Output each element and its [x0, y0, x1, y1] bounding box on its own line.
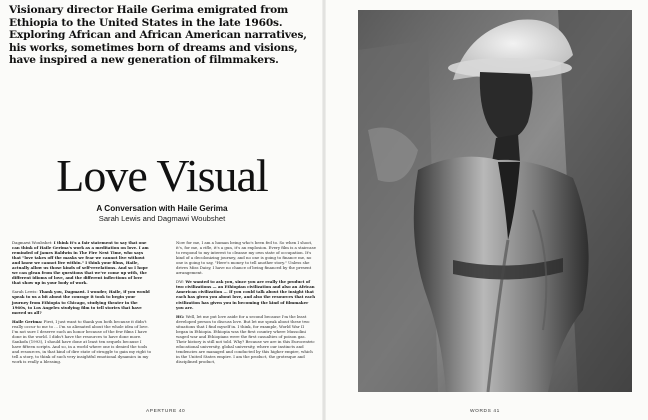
lede-paragraph: Visionary director Haile Gerima emigrated from Ethiopia to the United States in the late 1960s. Exploring African and African American narratives, his works, sometimes born of dreams and visions, have inspired a new generation of filmmakers.: [9, 4, 307, 66]
paragraph: [176, 314, 316, 364]
spine-gutter: [322, 0, 326, 420]
answer-text: First, I just want to thank you both because it didn't really occur to me to ... I'm so alienated about the whole idea of love. I'm not sure I deserve such an honor because of the few films I have done in the world. I didn't have the resources to have done more. Sankofa (1993), I should have done at least ten sequels because I have fifteen scripts. And so, in a world where one is denied the tools and resources, in that kind of dire state of struggle to gain my right to tell a story, to think of such very insightful emotional dynamics in my work is really a blessing.: [12, 318, 152, 365]
article-subtitle: A Conversation with Haile Gerima: [96, 204, 228, 213]
speaker-label: Sarah Lewis:: [12, 289, 38, 295]
paragraph: [176, 279, 316, 309]
paragraph: [12, 289, 152, 314]
question-text: Thank you, Dagmawi. I wonder, Haile, if you would speak to us a bit about the courage it took to begin your journey from Ethiopia to Chicago, studying theater in the 1960s, to Los Angeles studying film to tell stories that have moved us all?: [12, 289, 150, 315]
speaker-label: DW:: [176, 279, 185, 285]
answer-text: Now for me, I am a human being who's been fed to. So when I shoot, it's, for me, a rifle, it's a gun, it's an explosion. Every film is a staircase to respond to my interest to cleanse my own state of occupation. It's kind of a decolonizing journey, and no one is going to finance me, no one is going to say, "Here's money to tell another story." Unless she drives Miss Daisy, I have no chance of being financed by the present arrangement.: [176, 240, 316, 276]
speaker-label: Dagmawi Woubshet:: [12, 240, 53, 245]
question-text: I think it's a fair statement to say that one can think of Haile Gerima's work as a meditation on love. I am reminded of James Baldwin in The Fire Next Time, who says that "love takes off the masks we fear we cannot live without and know we cannot live within." I think your films, Haile, actually allow us those kinds of self-revelations. And so I hope we can glean from the questions that we've come up with, the different idioms of love, and the different inflections of love that show up in your body of work.: [12, 240, 149, 286]
folio-left: APERTURE 40: [146, 409, 186, 414]
speaker-label: Haile Gerima:: [12, 318, 43, 324]
answer-text: Well, let me put love aside for a second because I'm the least developed person to discuss love. But let me speak about these two situations that I find myself in. I think, for example, World War II began in Ethiopia. Ethiopia was the first country where Mussolini waged war and Ethiopians were the first casualties of poison gas. Their history is still not told. Why? Because we are in this Eurocentric educational university, global university, where our instincts and tendencies are managed and conducted by this higher empire, which in the United States empire. I am the product, the grotesque and disciplined product,: [176, 313, 315, 365]
text-column-2: [176, 240, 316, 368]
paragraph: [12, 240, 152, 285]
question-text: We wanted to ask you, since you are really the product of two civilizations — an Ethiopian civilization and also an African American civilization ... If you could talk about the insight that each has given you about love, and also the resources that each civilization has given you in becoming the kind of filmmaker you are.: [176, 279, 316, 310]
article-title: Love Visual: [56, 150, 268, 201]
folio-right: WORDS 41: [470, 409, 500, 414]
portrait-photo: [358, 10, 632, 392]
speaker-label: HG:: [176, 313, 185, 319]
text-column-1: [12, 240, 152, 368]
article-byline: Sarah Lewis and Dagmawi Woubshet: [98, 214, 226, 223]
paragraph: [12, 319, 152, 364]
paragraph: [176, 240, 316, 275]
